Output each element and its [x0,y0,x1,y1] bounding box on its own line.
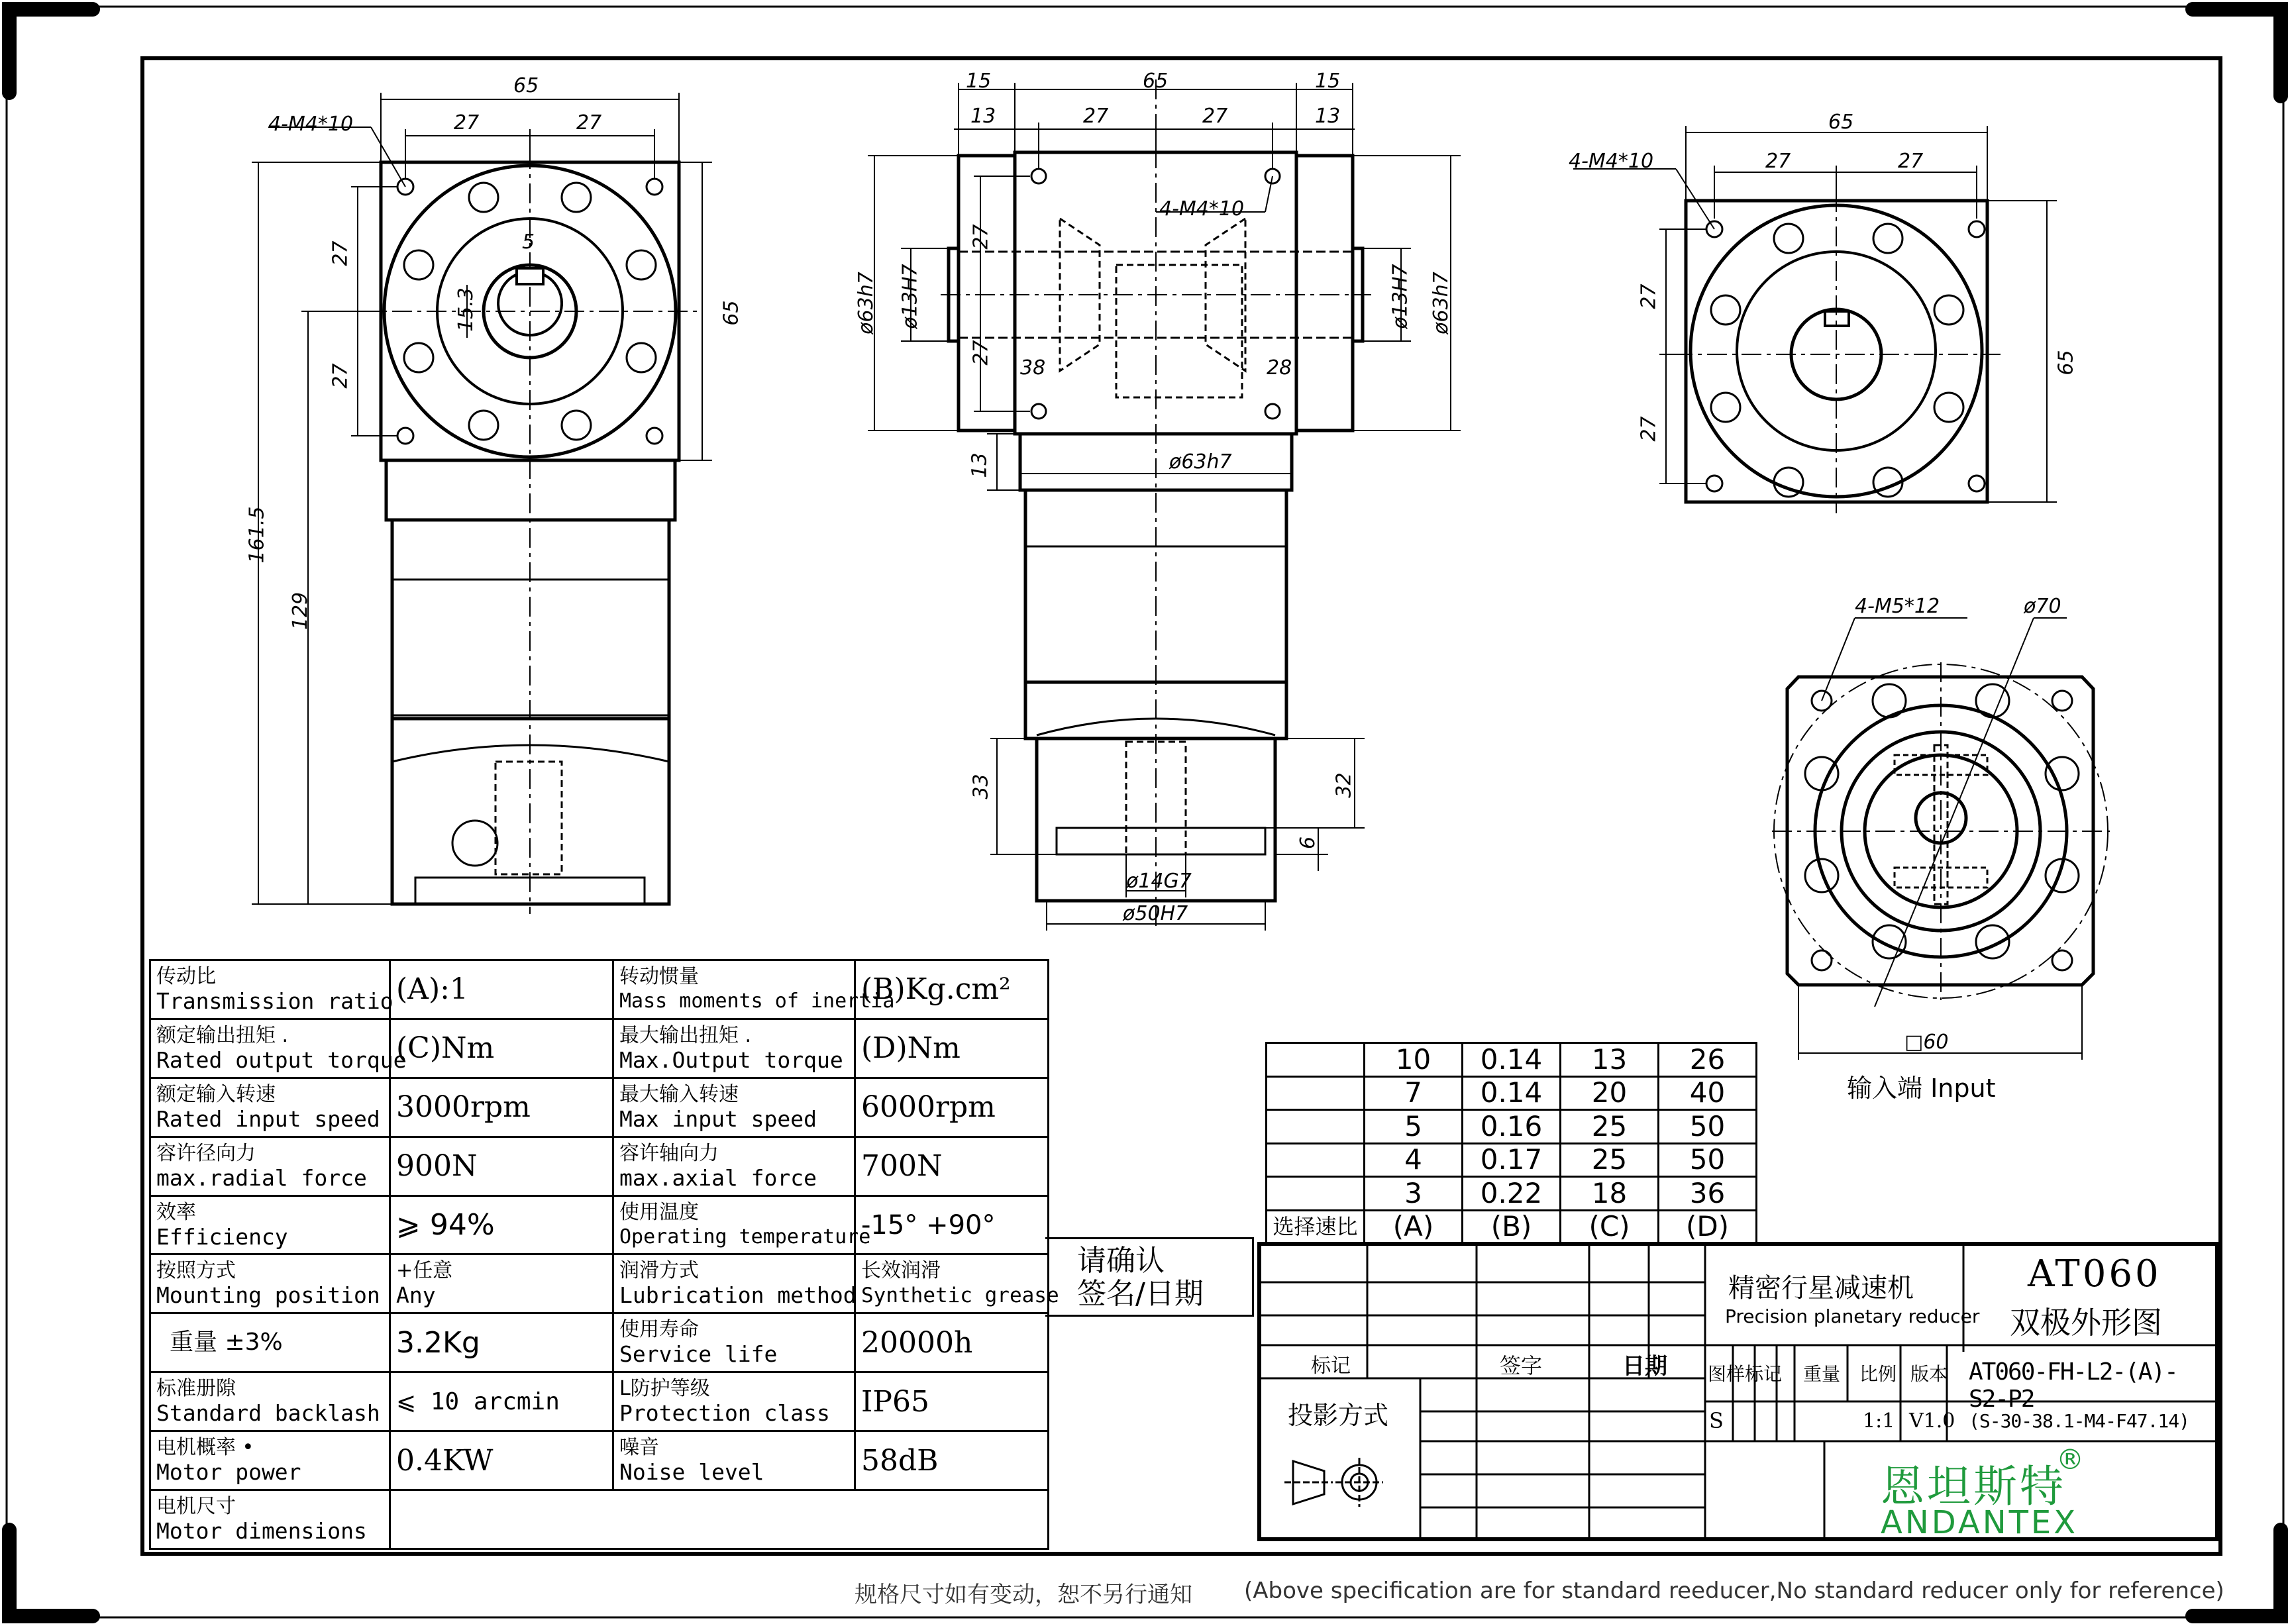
table-row: 10 0.14 13 26 [1267,1043,1757,1077]
dim-mid-13c: 13 [968,452,992,478]
spec-label: 使用寿命 Service life [613,1313,855,1372]
header-scale: 比例 [1859,1363,1897,1385]
dim-left-27c: 27 [329,240,352,266]
spec-label: 电机概率 • Motor power [150,1431,390,1490]
dim-left-65-side: 65 [719,300,743,326]
spec-label: 使用温度 Operating temperature [613,1195,855,1254]
dim-mid-50h7: ø50H7 [1123,902,1188,925]
header-weight: 重量 [1803,1363,1841,1385]
spec-value: +任意 Any [390,1254,613,1313]
confirm-line2: 签名/日期 [1077,1277,1204,1311]
spec-value: ⩽ 10 arcmin [390,1372,613,1431]
spec-value: (B)Kg.cm² [855,960,1049,1019]
spec-label: 最大输出扭矩 . Max.Output torque [613,1019,855,1078]
dim-mid-27a: 27 [1083,105,1109,128]
spec-label: 容许轴向力 max.axial force [613,1137,855,1195]
dim-mid-63h7-l: ø63h7 [854,272,878,334]
sign-label: 签字 [1500,1353,1543,1378]
spec-table [149,959,1059,1550]
dim-mid-6: 6 [1296,836,1320,850]
spec-value: (A):1 [390,960,613,1019]
dim-left-27b: 27 [576,111,602,134]
dim-mid-63h7-r: ø63h7 [1429,272,1453,334]
product-name-cn: 精密行星减速机 [1728,1273,1914,1303]
part-sub: (S-30-38.1-M4-F47.14) [1969,1410,2190,1432]
dim-mid-14g7: ø14G7 [1126,870,1192,893]
spec-label: 按照方式 Mounting position [150,1254,390,1313]
dim-mid-13b: 13 [1315,105,1341,128]
dim-left-5: 5 [522,230,535,254]
dim-right-65: 65 [1828,111,1854,134]
dim-left-m4: 4-M4*10 [268,113,354,136]
model-number: AT060 [2028,1252,2161,1295]
dim-left-129: 129 [289,591,313,631]
table-row [150,960,1049,1019]
spec-value: 20000h [855,1313,1049,1372]
confirm-line1: 请确认 [1077,1244,1165,1278]
table-row [150,1313,1049,1372]
spec-value: 6000rpm [855,1078,1049,1137]
spec-value: -15° +90° [855,1195,1049,1254]
dim-right-27a: 27 [1765,150,1791,173]
spec-value: (D)Nm [855,1019,1049,1078]
spec-label: 传动比 Transmission ratio [150,960,390,1019]
dim-mid-15b: 15 [1315,70,1341,93]
dim-input-m5: 4-M5*12 [1855,595,1940,618]
dim-input-60: □60 [1904,1031,1949,1054]
footer-note-cn: 规格尺寸如有变动，恕不另行通知 [855,1582,1192,1608]
dim-mid-32: 32 [1332,772,1356,798]
table-row [150,1254,1049,1313]
brand-reg-mark: ® [2056,1443,2084,1476]
spec-value [390,1490,1049,1549]
spec-value: 700N [855,1137,1049,1195]
spec-label: 重量 ±3% [150,1313,390,1372]
spec-label: 最大输入转速 Max input speed [613,1078,855,1137]
dim-mid-13a: 13 [970,105,996,128]
dim-input-70: ø70 [2024,595,2061,618]
input-view-drawing [1755,583,2153,1073]
table-row: 4 0.17 25 50 [1267,1143,1757,1177]
table-row [150,1490,1049,1549]
date-label: 日期 [1622,1353,1667,1380]
scale-value: 1:1 [1863,1409,1895,1433]
dim-mid-27c: 27 [969,224,993,250]
projection-symbol-icon [1284,1458,1383,1507]
spec-value: ⩾ 94% [390,1195,613,1254]
spec-value: 58dB [855,1431,1049,1490]
dim-mid-63h7-b: ø63h7 [1169,450,1232,474]
table-row: 3 0.22 18 36 [1267,1177,1757,1211]
dim-mid-13h7-r: ø13H7 [1388,264,1412,329]
table-row [150,1137,1049,1195]
brand-name-en: ANDANTEX [1881,1504,2079,1541]
part-number: AT060-FH-L2-(A)-S2-P2 [1969,1358,2177,1413]
dim-mid-15a: 15 [966,70,992,93]
spec-label: 额定输出扭矩 . Rated output torque [150,1019,390,1078]
header-drawing-mark: 图样标记 [1708,1363,1783,1385]
table-row: 选择速比 (A) (B) (C) (D) [1267,1210,1757,1244]
version-value: V1.0 [1909,1409,1955,1433]
projection-label: 投影方式 [1288,1401,1389,1430]
dim-left-65-top: 65 [513,74,539,97]
spec-value: IP65 [855,1372,1049,1431]
input-caption: 输入端 Input [1847,1074,1996,1103]
dim-right-m4: 4-M4*10 [1569,150,1654,173]
spec-value: 900N [390,1137,613,1195]
ratio-selection-table [1265,1042,1757,1244]
dim-right-27c: 27 [1637,283,1661,309]
dim-mid-m4: 4-M4*10 [1159,197,1245,221]
dim-left-27d: 27 [329,363,352,389]
dim-mid-28: 28 [1267,356,1292,380]
spec-label: 转动惯量 Mass moments of inertia [613,960,855,1019]
table-row [150,1078,1049,1137]
spec-value: 0.4KW [390,1431,613,1490]
spec-label: 标准册隙 Standard backlash [150,1372,390,1431]
spec-label: 润滑方式 Lubrication method [613,1254,855,1313]
spec-label: 噪音 Noise level [613,1431,855,1490]
dim-mid-33: 33 [969,774,993,799]
dim-mid-38: 38 [1020,356,1046,380]
spec-label: 效率 Efficiency [150,1195,390,1254]
header-version: 版本 [1910,1363,1948,1385]
product-name-en: Precision planetary reducer [1725,1305,1980,1327]
dim-right-27d: 27 [1637,416,1661,442]
table-row [150,1019,1049,1078]
table-row [150,1372,1049,1431]
spec-label: 容许径向力 max.radial force [150,1137,390,1195]
dim-mid-13h7-l: ø13H7 [898,264,922,329]
spec-value: 长效润滑 Synthetic grease [855,1254,1049,1313]
table-row [150,1195,1049,1254]
table-row: 7 0.14 20 40 [1267,1076,1757,1110]
spec-value: 3.2Kg [390,1313,613,1372]
spec-value: 3000rpm [390,1078,613,1137]
title-block [1257,1242,2219,1541]
dim-left-161-5: 161.5 [245,506,269,564]
dim-mid-27b: 27 [1202,105,1228,128]
table-row [150,1431,1049,1490]
mark-label: 标记 [1311,1354,1351,1378]
dim-right-65-side: 65 [2054,350,2078,376]
footer-note-en: (Above specification are for standard reeducer,No standard reducer only for reference) [1244,1578,2224,1604]
dim-mid-27d: 27 [969,340,993,366]
spec-label: 额定输入转速 Rated input speed [150,1078,390,1137]
brand-name-cn: 恩坦斯特 [1881,1461,2066,1512]
dim-left-15-3: 15.3 [454,287,478,332]
dim-right-27b: 27 [1898,150,1924,173]
drawing-type: 双极外形图 [2010,1305,2162,1341]
spec-label: 电机尺寸 Motor dimensions [150,1490,390,1549]
s-mark: S [1709,1408,1724,1433]
spec-value: (C)Nm [390,1019,613,1078]
left-view-drawing [225,66,729,921]
confirm-box [1045,1237,1254,1317]
table-row: 5 0.16 25 50 [1267,1110,1757,1144]
dim-mid-65: 65 [1143,70,1169,93]
dim-left-27a: 27 [454,111,480,134]
spec-label: L防护等级 Protection class [613,1372,855,1431]
